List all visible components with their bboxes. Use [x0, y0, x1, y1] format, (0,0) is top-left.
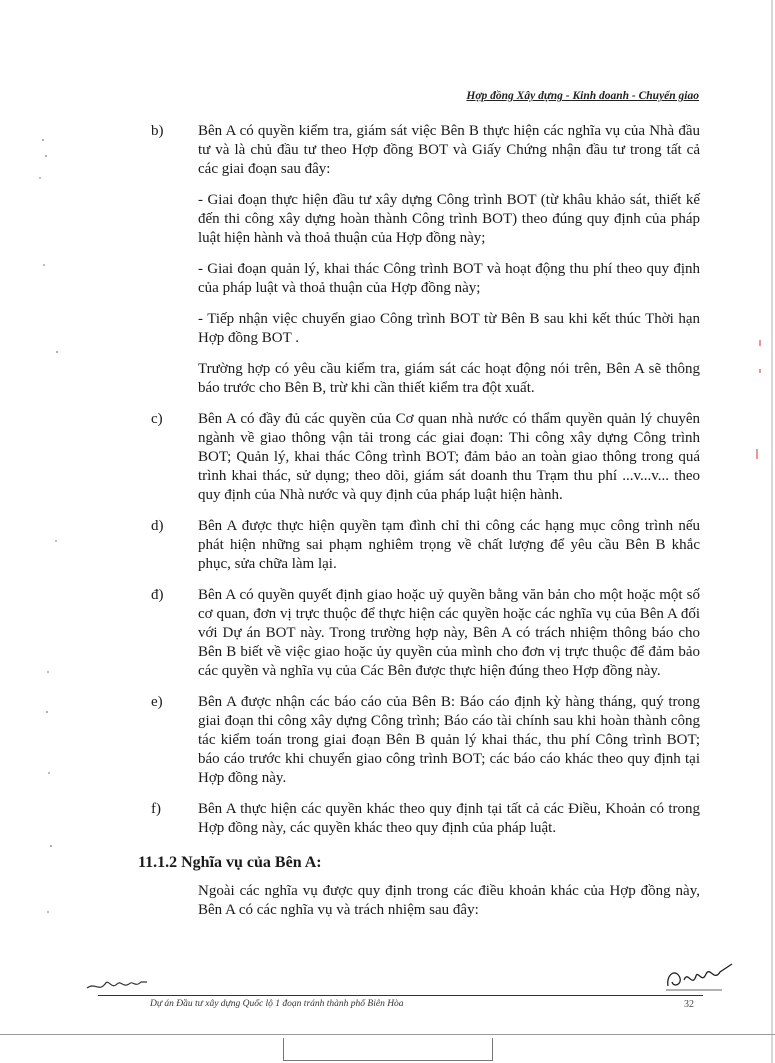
clause-paragraph: - Giai đoạn quản lý, khai thác Công trình BOT và hoạt động thu phí theo quy định của pháp luật và thoả thuận của Hợp đồng này;	[198, 261, 700, 296]
clause-label: c)	[151, 411, 163, 427]
clause-d	[0, 517, 775, 574]
initials-signature-left	[85, 972, 165, 996]
clause-label: b)	[151, 123, 164, 139]
clause-paragraph: Bên A thực hiện các quyền khác theo quy định tại tất cả các Điều, Khoản có trong Hợp đồng này, các quyền khác theo quy định của pháp luật.	[198, 801, 700, 836]
scan-bottom-box	[283, 1038, 493, 1061]
clause-paragraph: - Tiếp nhận việc chuyển giao Công trình BOT từ Bên B sau khi kết thúc Thời hạn Hợp đồng BOT .	[198, 311, 700, 346]
document-body	[0, 122, 775, 920]
clause-paragraph: Bên A có quyền quyết định giao hoặc uỷ quyền bằng văn bản cho một hoặc một số cơ quan, đơn vị trực thuộc để thực hiện các quyền hoặc các nghĩa vụ của Bên A đối với Dự án BOT này. Trong trường hợp này, Bên A có trách nhiệm thông báo cho Bên B biết về việc giao hoặc ủy quyền của mình cho đơn vị trực thuộc để đảm bảo các quyền và nghĩa vụ của Các Bên được thực hiện đúng theo Hợp đồng này.	[198, 587, 700, 679]
clause-label: f)	[151, 801, 161, 817]
clause-paragraph: Bên A được thực hiện quyền tạm đình chỉ thi công các hạng mục công trình nếu phát hiện những sai phạm nghiêm trọng về chất lượng để yêu cầu Bên B khắc phục, sửa chữa làm lại.	[198, 518, 700, 572]
section-intro: Ngoài các nghĩa vụ được quy định trong các điều khoản khác của Hợp đồng này, Bên A có các nghĩa vụ và trách nhiệm sau đây:	[198, 883, 700, 918]
clause-paragraph: Bên A được nhận các báo cáo của Bên B: Báo cáo định kỳ hàng tháng, quý trong giai đoạn thi công xây dựng Công trình; Báo cáo tài chính sau khi hoàn thành công tác kiểm toán trong giai đoạn Bên B quản lý khai thác, thu phí Công trình BOT; báo cáo trước khi chuyển giao công trình BOT; các báo cáo khác theo quy định tại Hợp đồng này.	[198, 694, 700, 786]
clause-c	[0, 410, 775, 505]
initials-signature-right	[662, 960, 742, 996]
clause-paragraph: Bên A có đầy đủ các quyền của Cơ quan nhà nước có thẩm quyền quản lý chuyên ngành về giao thông vận tải trong các giai đoạn: Thi công xây dựng Công trình BOT; Quản lý, khai thác Công trình BOT; đảm bảo an toàn giao thông trong quá trình khai thác, sử dụng; theo dõi, giám sát doanh thu Trạm thu phí ...v...v... theo quy định của Nhà nước và quy định của pháp luật hiện hành.	[198, 411, 700, 503]
page-number: 32	[684, 999, 694, 1010]
clause-f	[0, 800, 775, 838]
clause-paragraph: - Giai đoạn thực hiện đầu tư xây dựng Công trình BOT (từ khâu khảo sát, thiết kế đến thi công xây dựng hoàn thành Công trình BOT) theo đúng quy định của pháp luật hiện hành và thoả thuận của Hợp đồng này;	[198, 192, 700, 246]
clause-label: d)	[151, 518, 164, 534]
clause-dd	[0, 586, 775, 681]
clause-e	[0, 693, 775, 788]
section-heading: 11.1.2 Nghĩa vụ của Bên A:	[138, 854, 322, 871]
footer-project-name: Dự án Đầu tư xây dựng Quốc lộ 1 đoạn tránh thành phố Biên Hòa	[150, 999, 404, 1009]
clause-b	[0, 122, 775, 398]
footer-rule	[98, 995, 703, 996]
clause-paragraph: Bên A có quyền kiểm tra, giám sát việc Bên B thực hiện các nghĩa vụ của Nhà đầu tư và là chủ đầu tư theo Hợp đồng BOT và Giấy Chứng nhận đầu tư trong tất cả các giai đoạn sau đây:	[198, 123, 700, 177]
clause-label: e)	[151, 694, 163, 710]
clause-paragraph: Trường hợp có yêu cầu kiểm tra, giám sát các hoạt động nói trên, Bên A sẽ thông báo trước cho Bên B, trừ khi cần thiết kiểm tra đột xuất.	[198, 361, 700, 396]
clause-label: đ)	[151, 587, 164, 603]
running-header: Hợp đồng Xây dựng - Kinh doanh - Chuyển giao	[466, 90, 699, 102]
scan-bottom-rule	[0, 1034, 775, 1035]
